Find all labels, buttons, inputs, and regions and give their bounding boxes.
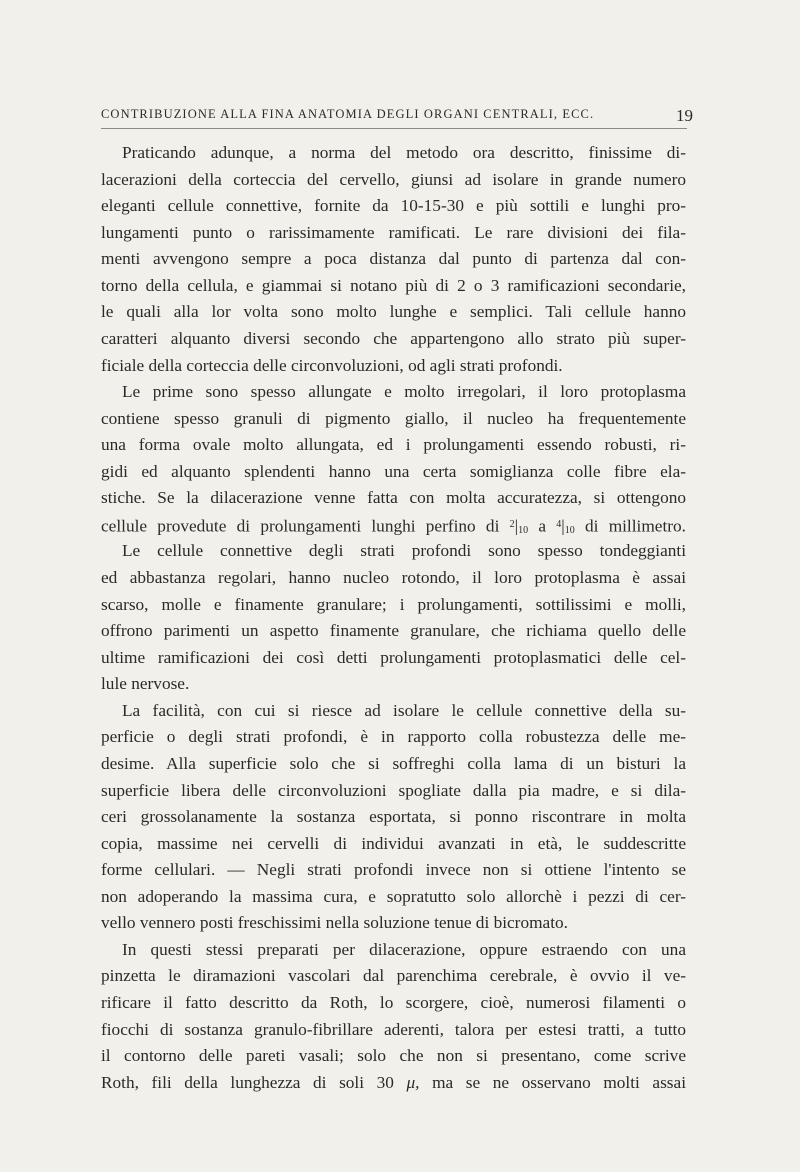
- text-line: forme cellulari. — Negli strati profondi invece non si ottiene l'intento se: [101, 860, 686, 880]
- text-line: contiene spesso granuli di pigmento giallo, il nucleo ha frequentemente: [101, 408, 686, 428]
- text-line: desime. Alla superficie solo che si soffreghi colla lama di un bisturi la: [101, 753, 686, 773]
- text-line: In questi stessi preparati per dilacerazione, oppure estraendo con una: [122, 939, 686, 959]
- text-line: Le prime sono spesso allungate e molto irregolari, il loro protoplasma: [122, 382, 686, 402]
- text-line: pinzetta le diramazioni vascolari dal parenchima cerebrale, è ovvio il ve-: [101, 966, 686, 986]
- text-line: non adoperando la massima cura, e sopratutto solo allorchè i pezzi di cer-: [101, 886, 686, 906]
- text-line: Praticando adunque, a norma del metodo ora descritto, finissime di-: [122, 143, 686, 162]
- text-line: vello vennero posti freschissimi nella soluzione tenue di bicromato.: [101, 913, 568, 933]
- text-line: caratteri alquanto diversi secondo che appartengono allo strato più super-: [101, 328, 686, 348]
- body-text: [101, 140, 686, 1096]
- text-line: rificare il fatto descritto da Roth, lo scorgere, cioè, numerosi filamenti o: [101, 993, 686, 1012]
- text-line: menti avvengono sempre a poca distanza dal punto di partenza dal con-: [101, 249, 686, 269]
- text-line: La facilità, con cui si riesce ad isolare le cellule connettive della su-: [122, 700, 686, 720]
- text-line: Le cellule connettive degli strati profondi sono spesso tondeggianti: [122, 541, 686, 561]
- text-line-micron: [101, 1070, 686, 1097]
- text-line: lungamenti punto o rarissimamente ramificati. Le rare divisioni dei fila-: [101, 222, 686, 242]
- running-header: CONTRIBUZIONE ALLA FINA ANATOMIA DEGLI ORGANI CENTRALI, ECC.: [101, 107, 595, 121]
- fraction-denominator: 10: [518, 524, 529, 536]
- text-line: lacerazioni della corteccia del cervello, giunsi ad isolare in grande numero: [101, 169, 686, 189]
- text-segment: cellule provedute di prolungamenti lunghi perfino di: [101, 516, 500, 536]
- text-line: ceri grossolanamente la sostanza esportata, si ponno riscontrare in molta: [101, 807, 686, 827]
- page-number: 19: [676, 106, 693, 125]
- text-segment: Roth, fili della lunghezza di soli 30: [101, 1072, 394, 1092]
- fraction-denominator: 10: [564, 524, 575, 536]
- text-line: stiche. Se la dilacerazione venne fatta con molta accuratezza, si ottengono: [101, 488, 686, 508]
- fraction-numerator: 2: [509, 518, 515, 530]
- text-segment: a: [538, 516, 547, 536]
- text-line: offrono parimenti un aspetto finamente granulare, che richiama quello delle: [101, 621, 686, 641]
- text-line: copia, massime nei cervelli di individui avanzati in età, le suddescritte: [101, 833, 686, 853]
- text-line: lule nervose.: [101, 674, 190, 694]
- text-segment: di millimetro.: [585, 516, 686, 536]
- fraction-numerator: 4: [556, 518, 562, 530]
- text-line: fiocchi di sostanza granulo-fibrillare aderenti, talora per estesi tratti, a tutto: [101, 1019, 686, 1039]
- text-line: le quali alla lor volta sono molto lunghe e semplici. Tali cellule hanno: [101, 302, 686, 322]
- text-line: eleganti cellule connettive, fornite da 10-15-30 e più sottili e lunghi pro-: [101, 196, 686, 216]
- text-line: il contorno delle pareti vasali; solo che non si presentano, come scrive: [101, 1046, 686, 1066]
- text-line: ficiale della corteccia delle circonvoluzioni, od agli strati profondi.: [101, 355, 563, 375]
- text-line-fraction: cellule provedute di prolungamenti lunghi perfino di $^2$|10 a $^4$|10 di millimetro.: [101, 516, 686, 536]
- header-rule: [101, 128, 687, 129]
- text-line: una forma ovale molto allungata, ed i prolungamenti essendo robusti, ri-: [101, 435, 686, 455]
- text-line: gidi ed alquanto splendenti hanno una certa somiglianza colle fibre ela-: [101, 461, 686, 481]
- text-line: torno della cellula, e giammai si notano più di 2 o 3 ramificazioni secondarie,: [101, 275, 686, 295]
- micron-symbol: μ,: [406, 1072, 420, 1092]
- text-line: scarso, molle e finamente granulare; i prolungamenti, sottilissimi e molli,: [101, 594, 686, 614]
- text-line: perficie o degli strati profondi, è in rapporto colla robustezza delle me-: [101, 727, 686, 747]
- text-line: superficie libera delle circonvoluzioni spogliate dalla pia madre, e si dila-: [101, 780, 686, 800]
- text-segment: ma se ne osservano molti assai: [432, 1072, 687, 1092]
- text-line: ed abbastanza regolari, hanno nucleo rotondo, il loro protoplasma è assai: [101, 568, 686, 587]
- text-line: ultime ramificazioni dei così detti prolungamenti protoplasmatici delle cel-: [101, 647, 686, 667]
